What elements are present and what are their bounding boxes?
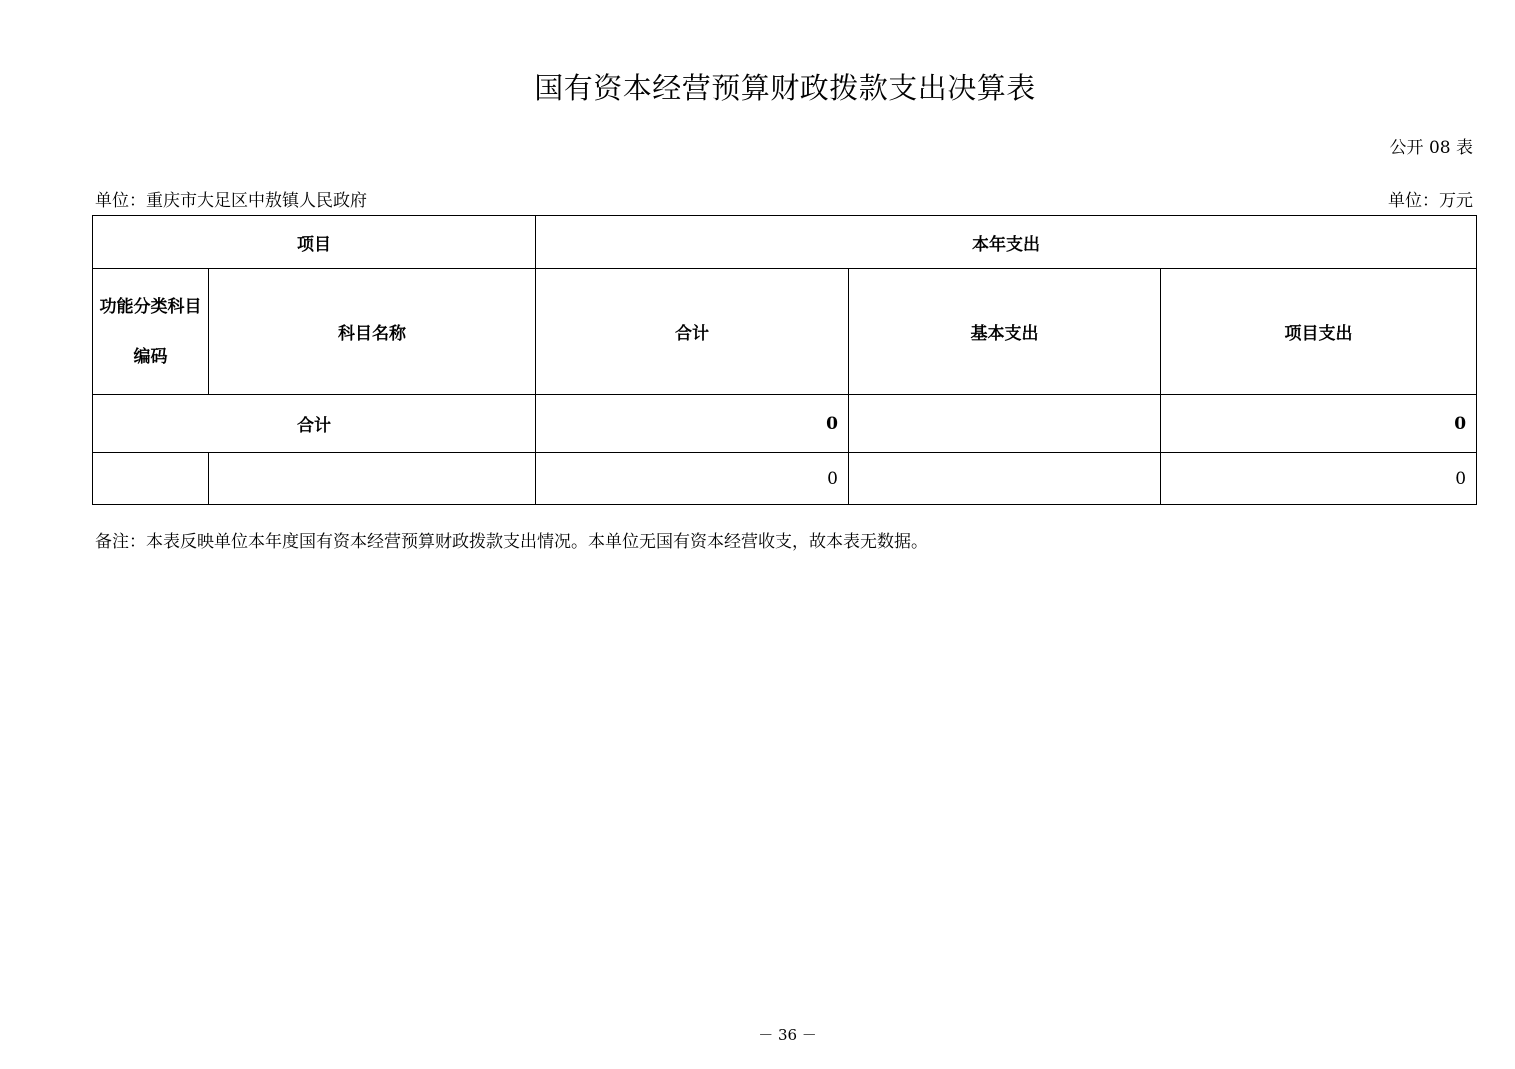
header-row-1 bbox=[93, 216, 1477, 269]
total-row bbox=[93, 395, 1477, 453]
row-basic bbox=[849, 453, 1161, 505]
total-row-basic bbox=[849, 395, 1161, 453]
header-project-expense: 项目支出 bbox=[1161, 269, 1477, 395]
row-project: 0 bbox=[1161, 453, 1477, 505]
unit-organization: 单位：重庆市大足区中敖镇人民政府 bbox=[95, 191, 367, 211]
unit-currency: 单位：万元 bbox=[1388, 191, 1473, 211]
row-code bbox=[93, 453, 209, 505]
header-func-code-line1: 功能分类科目 bbox=[99, 296, 202, 317]
row-subject-name bbox=[209, 453, 536, 505]
header-func-code-line2: 编码 bbox=[133, 346, 168, 367]
form-number: 公开 08 表 bbox=[1389, 138, 1473, 158]
header-basic-expense: 基本支出 bbox=[849, 269, 1161, 395]
total-row-label: 合计 bbox=[93, 395, 536, 453]
header-func-code bbox=[93, 269, 209, 395]
header-subject-name: 科目名称 bbox=[209, 269, 536, 395]
page-number: － 36 － bbox=[758, 1026, 817, 1044]
table-row bbox=[93, 453, 1477, 505]
header-total: 合计 bbox=[536, 269, 849, 395]
total-row-project: 0 bbox=[1161, 395, 1477, 453]
expense-table bbox=[92, 215, 1477, 505]
header-item: 项目 bbox=[93, 216, 536, 269]
table-note: 备注：本表反映单位本年度国有资本经营预算财政拨款支出情况。本单位无国有资本经营收支，故本表无数据。 bbox=[95, 532, 928, 552]
row-total: 0 bbox=[536, 453, 849, 505]
header-current-year-expense: 本年支出 bbox=[536, 216, 1477, 269]
header-row-2 bbox=[93, 269, 1477, 395]
page-title: 国有资本经营预算财政拨款支出决算表 bbox=[534, 71, 1036, 105]
total-row-total: 0 bbox=[536, 395, 849, 453]
